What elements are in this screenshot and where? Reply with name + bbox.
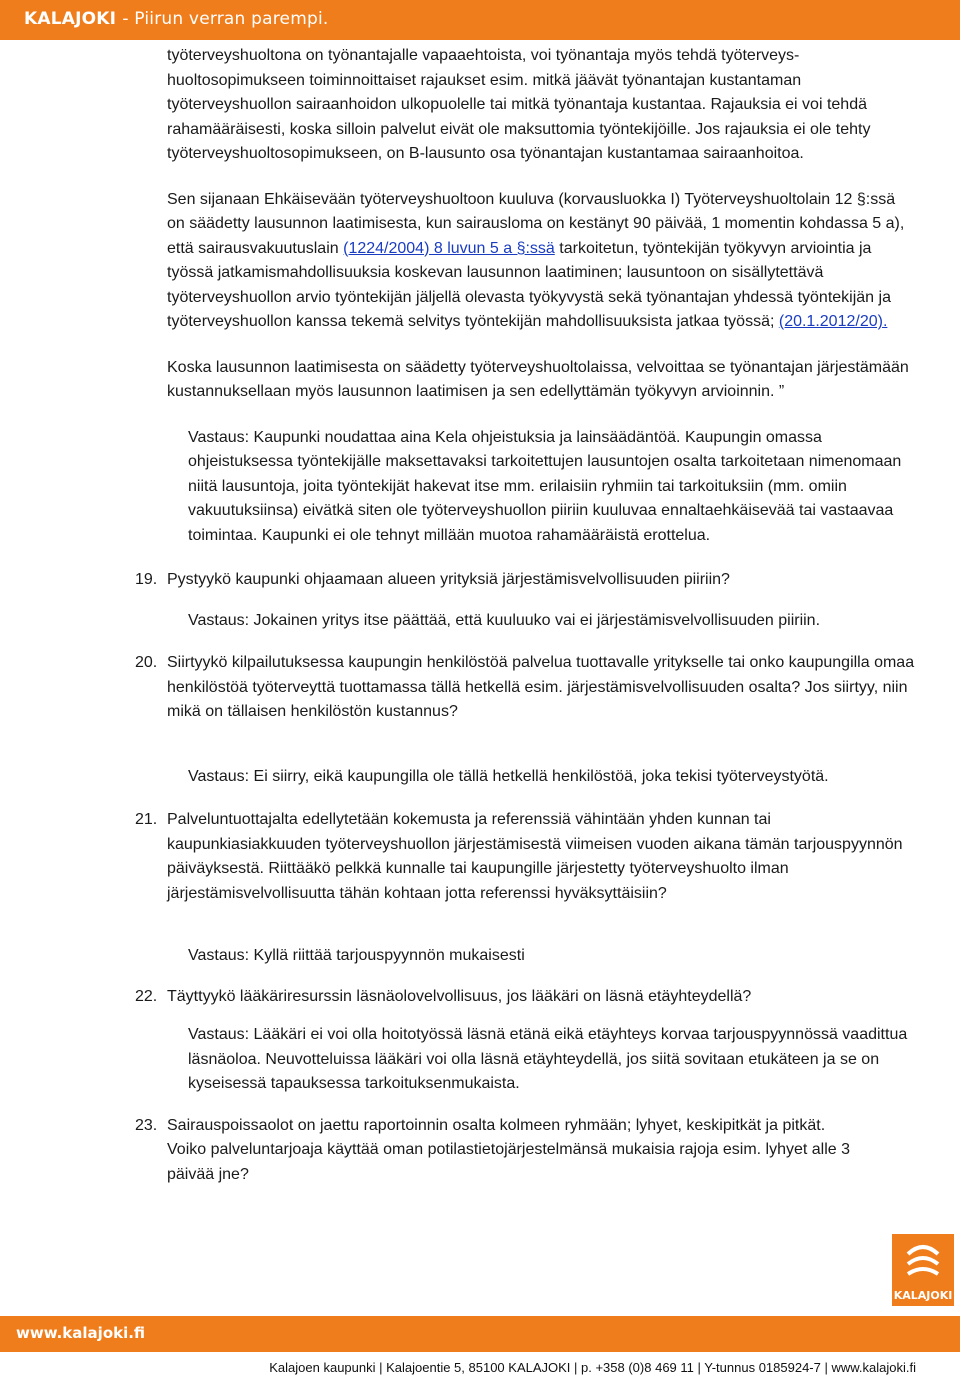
question-20 [135, 651, 917, 725]
question-number: 22. [135, 987, 158, 1005]
question-text: Palveluntuottajalta edellytetään kokemusta ja referenssiä vähintään yhden kunnan tai kaupunkiasiakkuuden työterveyshuollon järjestämisestä viimeisen vuoden aikana tämän tarjouspyynnön päiväyksestä. Riittääkö pelkkä kunnalle tai kaupungille järjestetty työterveyshuolto ilman järjestämisvelvollisuutta tähän kohtaan jotta referenssi hyväksyttäisiin? [167, 811, 903, 902]
paragraph-1: työterveyshuoltona on työnantajalle vapaaehtoista, voi työnantaja myös tehdä työterveys-huoltosopimukseen toiminnoittaiset rajaukset esim. mitkä jäävät työnantajan kustantaman työterveyshuollon sairaanhoidon ulkopuolelle tai mitkä työnantaja kustantaa. Rajauksia ei voi tehdä rahamääräisesti, koska silloin palvelut eivät ole maksuttomia työntekijöille. Jos rajauksia ei ole tehty työterveyshuoltosopimukseen, on B-lausunto osa työnantajan kustantamaa sairaanhoitoa. [167, 47, 871, 162]
document-body [135, 44, 917, 1187]
paragraph-2 [167, 188, 917, 335]
wave-sun-icon [904, 1240, 942, 1282]
question-number: 21. [135, 811, 158, 828]
brand-tagline: - Piirun verran parempi. [122, 9, 329, 29]
question-text: Täyttyykö lääkäriresurssin läsnäolovelvollisuus, jos lääkäri on läsnä etäyhteydellä? [167, 987, 752, 1005]
brand-logo [24, 9, 329, 29]
law-reference-link[interactable]: (1224/2004) 8 luvun 5 a §:ssä [343, 239, 555, 257]
paragraph-3: Koska lausunnon laatimisesta on säädetty työterveyshuoltolaissa, velvoittaa se työnantajan järjestämään kustannuksellaan myös lausunnon laatimisen ja sen edellyttämän työkyvyn arvioinnin. ” [167, 358, 909, 400]
contact-line: Kalajoen kaupunki | Kalajoentie 5, 85100 KALAJOKI | p. +358 (0)8 469 11 | Y-tunnus 0185924-7 | www.kalajoki.fi [269, 1360, 916, 1375]
answer-22: Vastaus: Lääkäri ei voi olla hoitotyössä läsnä etänä eikä etäyhteys korvaa tarjouspyynnössä vaadittua läsnäoloa. Neuvotteluissa lääkäri voi olla läsnä etäyhteydellä, jos siitä sovitaan etukäteen ja se on kyseisessä tapauksessa tarkoituksenmukaista. [188, 1026, 908, 1092]
question-22 [135, 985, 917, 1010]
answer-19: Vastaus: Jokainen yritys itse päättää, että kuuluuko vai ei järjestämisvelvollisuuden piiriin. [188, 611, 821, 629]
kalajoki-logo [892, 1234, 954, 1306]
question-21 [135, 808, 917, 906]
answer-21: Vastaus: Kyllä riittää tarjouspyynnön mukaisesti [188, 947, 525, 964]
question-text: Pystyykö kaupunki ohjaamaan alueen yrityksiä järjestämisvelvollisuuden piiriin? [167, 571, 730, 588]
question-text: Siirtyykö kilpailutuksessa kaupungin henkilöstöä palvelua tuottavalle yritykselle tai onko kaupungilla omaa henkilöstöä työterveyttä tuottamassa tällä hetkellä esim. järjestämisvelvollisuuden osalta? Jos siirtyy, niin mikä on tällaisen henkilöstön kustannus? [167, 654, 915, 720]
answer-20: Vastaus: Ei siirry, eikä kaupungilla ole tällä hetkellä henkilöstöä, joka tekisi työterveystyötä. [188, 767, 829, 785]
paragraph-2-part-b: tarkoitetun, työntekijän työkyvyn arviointia ja työssä jatkamismahdollisuuksia koskevan lausunnon laatiminen; lausuntoon on sisällytettävä työterveyshuollon arvio työntekijän jäljellä olevasta työkyvystä sekä työnantajan yhdessä työntekijän ja työterveyshuollon kanssa tekemä selvitys työntekijän mahdollisuuksista jatkaa työssä; [167, 239, 891, 330]
question-19 [135, 568, 917, 593]
header-band [0, 0, 960, 40]
question-number: 23. [135, 1116, 158, 1134]
brand-name: KALAJOKI [24, 9, 117, 29]
question-number: 20. [135, 654, 158, 671]
question-number: 19. [135, 571, 158, 588]
amendment-reference-link[interactable]: (20.1.2012/20). [778, 313, 888, 330]
answer-18: Vastaus: Kaupunki noudattaa aina Kela ohjeistuksia ja lainsäädäntöä. Kaupungin omassa ohjeistuksessa työntekijälle maksettavaksi tarkoitettujen lausuntojen osalta tarkoitetaan nimenomaan niitä lausuntoja, joita työntekijät hakevat itse mm. erilaisiin ryhmiin tai tarkoituksiin (mm. omiin vakuutuksiinsa) eivätkä siten ole työterveyshuollon piiriin kuuluvaa ennaltaehkäisevää tai vastaavaa toimintaa. Kaupunki ei ole tehnyt millään muotoa rahamääräistä erottelua. [188, 428, 902, 544]
footer-band [0, 1316, 960, 1352]
question-text: Sairauspoissaolot on jaettu raportoinnin osalta kolmeen ryhmään; lyhyet, keskipitkät ja pitkät. Voiko palveluntarjoaja käyttää oman potilastietojärjestelmänsä mukaisia rajoja esim. lyhyet alle 3 päivää jne? [167, 1116, 851, 1183]
question-23 [135, 1114, 917, 1188]
paragraph-2-part-a: Sen sijanaan Ehkäisevään työterveyshuoltoon kuuluva (korvausluokka I) Työterveyshuoltolain 12 §:ssä on säädetty lausunnon laatimisesta, kun sairausloma on kestänyt 90 päivää, 1 momentin kohdassa 5 a), että sairausvakuutuslain [167, 190, 905, 257]
logo-text: KALAJOKI [893, 1289, 953, 1302]
footer-url[interactable]: www.kalajoki.fi [16, 1324, 146, 1342]
